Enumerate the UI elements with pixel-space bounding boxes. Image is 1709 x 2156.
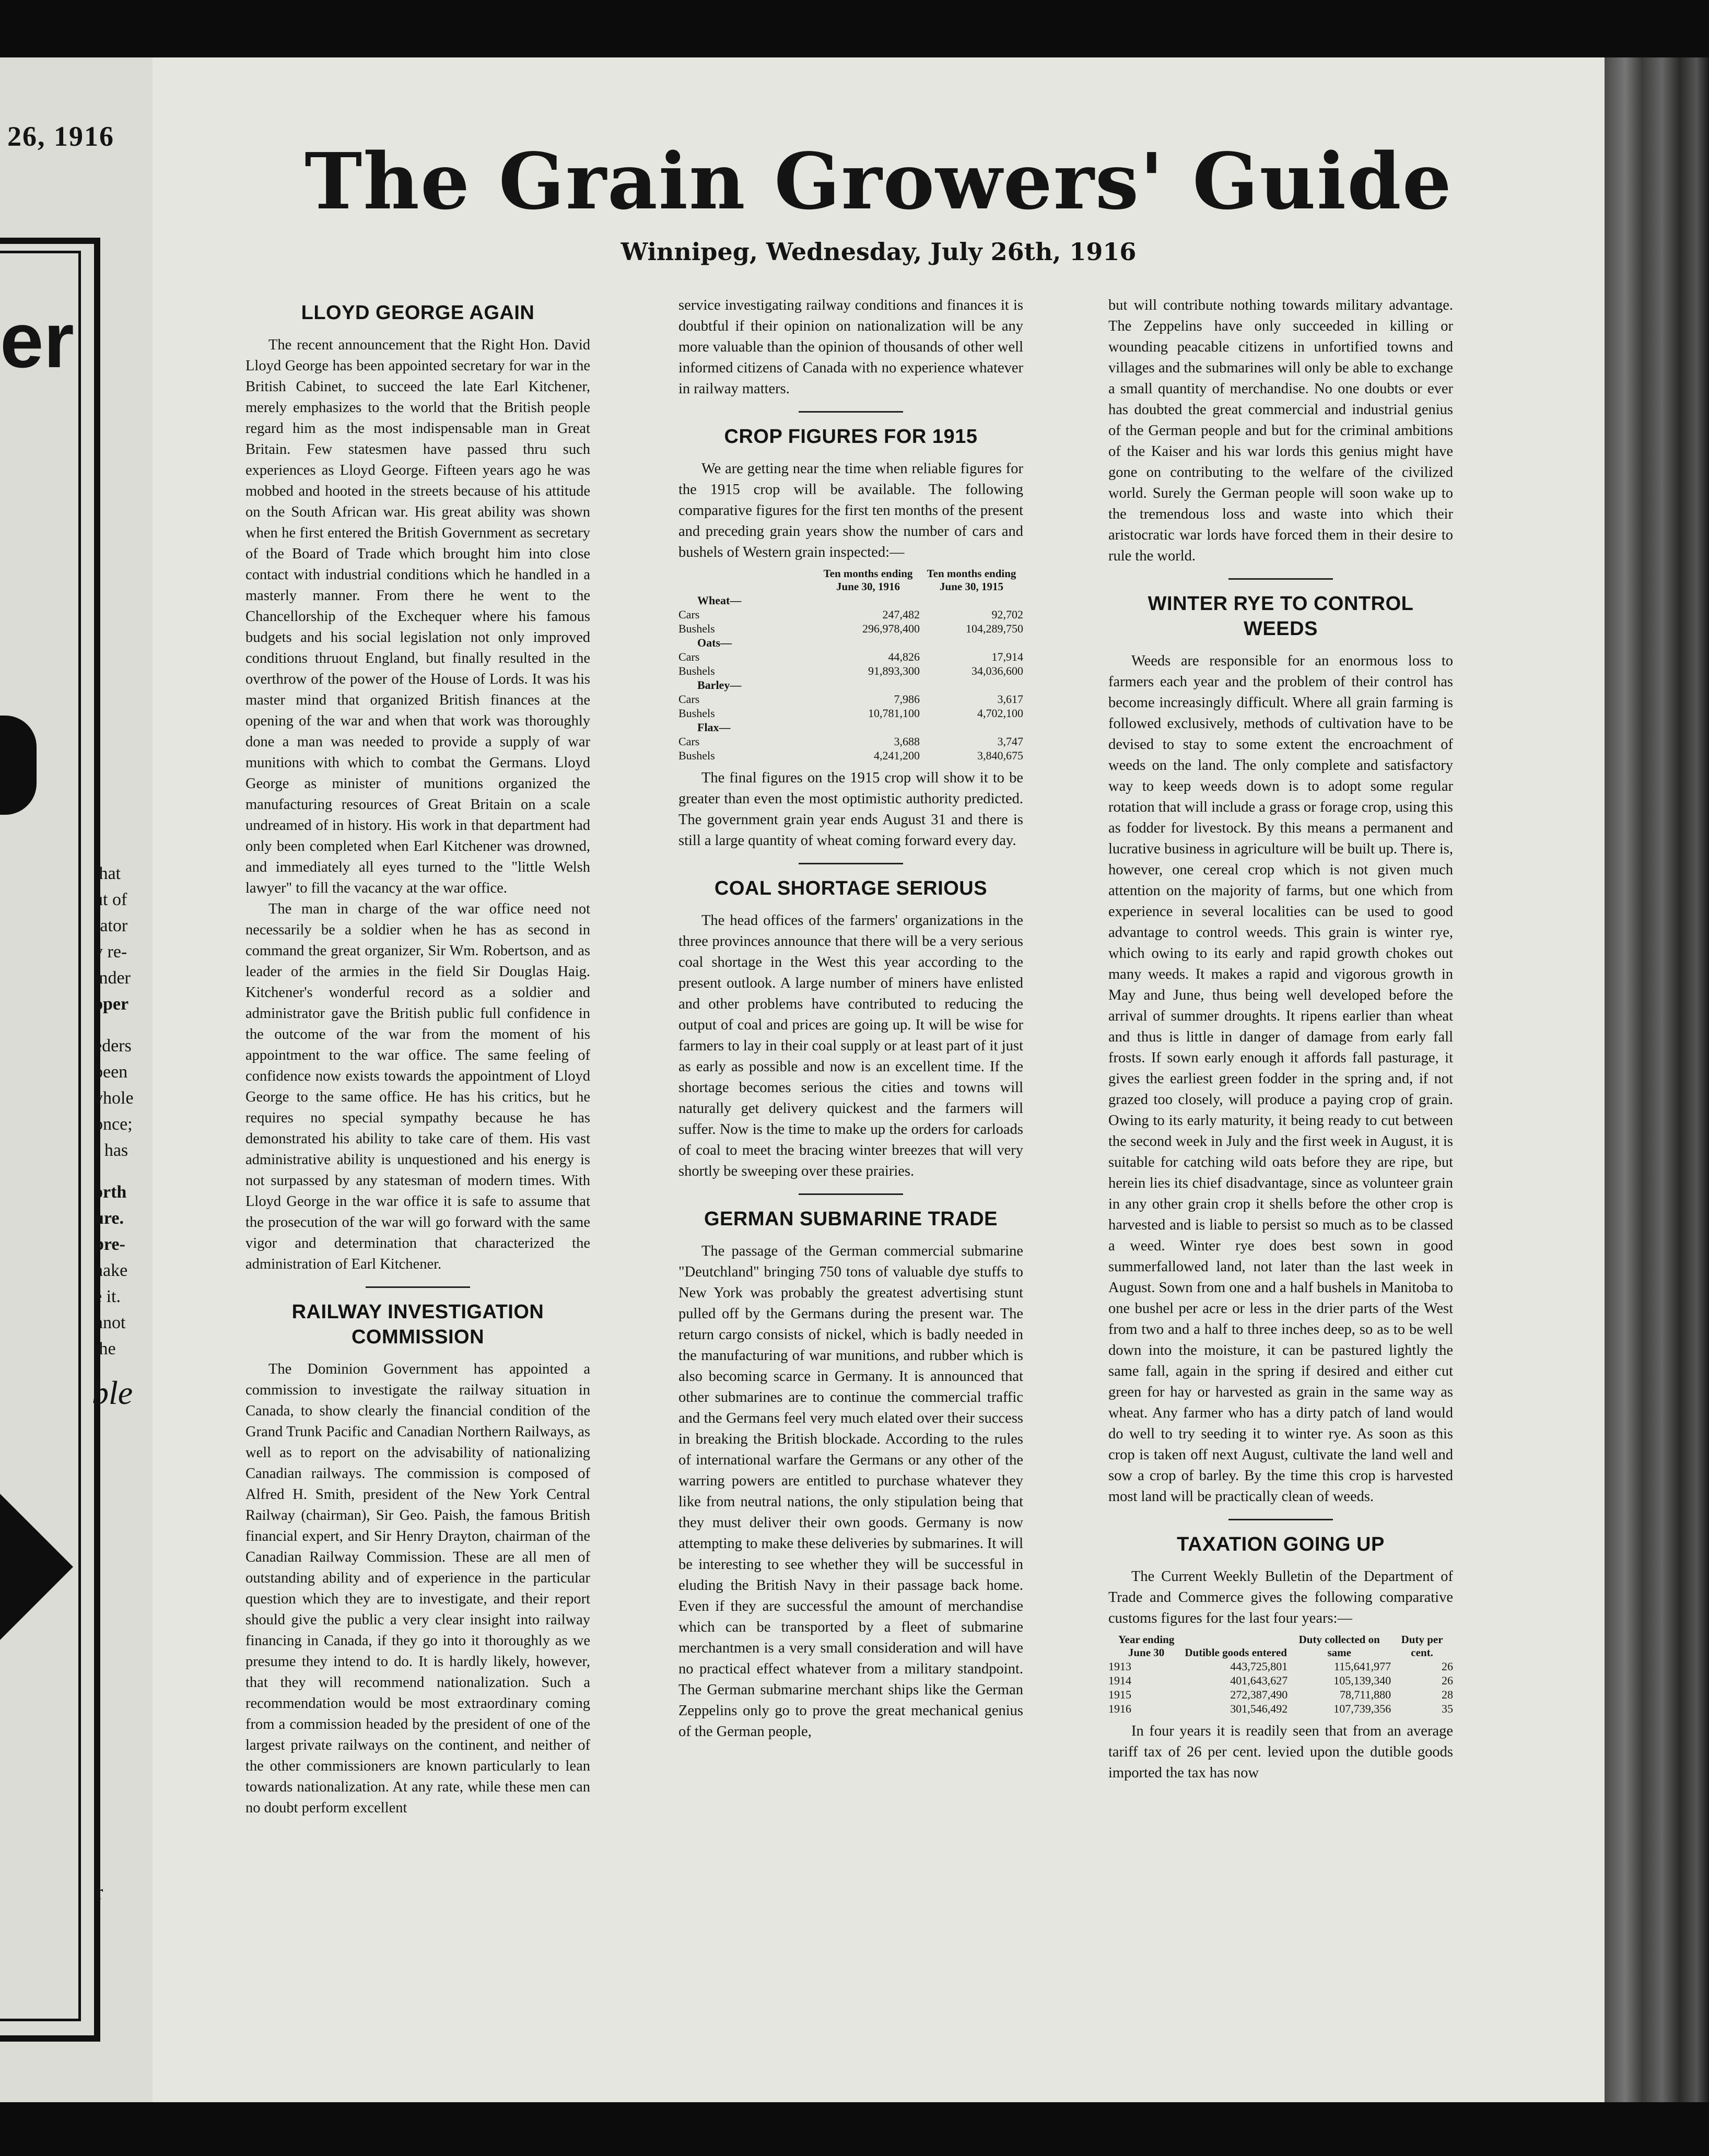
adjacent-text-fragment: vhole	[94, 1088, 134, 1108]
article-heading-railway: RAILWAY INVESTIGATION COMMISSION	[291, 1301, 544, 1348]
adjacent-page-fragment	[0, 57, 153, 2102]
article-paragraph: Weeds are responsible for an enormous loss to farmers each year and the problem of their control has become increasingly difficult. Where all grain farming is followed exclusively, methods of cultivation have to be devised to stay to some extent the encroachment of weeds on the land. The only complete and satisfactory way to keep weeds down is to adopt some regular rotation that will include a grass or forage crop, using this as fodder for livestock. By this means a permanent and lucrative business in agriculture will be built up. There is, however, one cereal crop which is not given much attention on the majority of farms, but one which from experience in several localities can be used to good advantage to control weeds. This grain is winter rye, which owing to its early and rapid growth chokes out many weeds. It makes a rapid and vigorous growth in May and June, thus being well developed before the arrival of summer droughts. It ripens earlier than wheat and thus is little in danger of damage from early fall frosts. If sown early enough it affords fall pasturage, it gives the earliest green fodder in the spring and, if not grazed too closely, will produce a paying crop of grain. Owing to its early maturity, it being ready to cut between the second week in July and the first week in August, it is suitable for catching wild oats before they are ripe, but herein lies its chief disadvantage, since as volunteer grain in any other grain crop it shells before the other crop is harvested and is liable to persist so much as to be classed a weed. Winter rye does best sown in good summerfallowed land, not later than the last week in August. Sown from one and a half bushels in Manitoba to one bushel per acre or less in the drier parts of the West from two and a half to three inches deep, so as to be well down into the moisture, it can be pastured lightly the same fall, again in the spring if desired and either cut green for hay or harvested as grain in the same way as wheat. Any farmer who has a dirty patch of land would do well to try seeding it to winter rye. As soon as this crop is taken off next August, cultivate the land well and sow a crop of barley. By the time this crop is harvested most land will be practically clean of weeds.	[1108, 653, 1453, 1505]
table-row	[678, 664, 1023, 678]
table-cell: 272,387,490	[1230, 1688, 1288, 1701]
table-cell: 34,036,600	[971, 664, 1023, 677]
article-continuation: service investigating railway conditions and finances it is doubtful if their opinion on nationalization will be any more valuable than the opinion of thousands of other well informed citizens of Canada with no experience whatever in railway matters.	[678, 297, 1023, 397]
newspaper-page	[153, 57, 1605, 2102]
table-cell: 3,840,675	[977, 749, 1023, 762]
customs-figures-table	[1108, 1633, 1453, 1716]
table-row	[1108, 1688, 1453, 1702]
table-cell: 1914	[1108, 1674, 1131, 1687]
table-cell: 4,702,100	[977, 707, 1023, 720]
adjacent-text-fragment: rator	[94, 916, 128, 935]
article-heading-submarine: GERMAN SUBMARINE TRADE	[704, 1208, 998, 1230]
article-paragraph: The head offices of the farmers' organizations in the three provinces announce that there will be a very serious coal shortage in the West this year according to the present outlook. A large number of miners have enlisted and other problems have contributed to reducing the output of coal and prices are going up. It will be wise for farmers to lay in their coal supply or at least part of it just as early as possible and now is an excellent time. If the shortage becomes serious the cities and towns will naturally get delivery quickest and the farmers will suffer. Now is the time to make up the orders for carloads of coal to meet the bracing winter breezes that will very shortly be sweeping over these prairies.	[678, 912, 1023, 1179]
table-column-header: Duty collected on same	[1298, 1633, 1380, 1659]
column-1	[245, 295, 590, 1819]
article-heading-crop: CROP FIGURES FOR 1915	[724, 426, 978, 448]
article-paragraph: The passage of the German commercial submarine "Deutchland" bringing 750 tons of valuable dye stuffs to New York was probably the greatest advertising stunt pulled off by the Germans during the present war. The return cargo consists of nickel, which is badly needed in the manufacturing of war munitions, and rubber which is also becoming scarce in Germany. It is announced that other submarines are to continue the commercial traffic and the Germans feel very much elated over their success in breaking the British blockade. According to the rules of international warfare the Germans or any other of the warring powers are entitled to purchase whatever they like from neutral nations, the only stipulation being that they must deliver their own goods. Germany is now attempting to make these deliveries by submarines. It will be interesting to see whether they will be successful in eluding the British Navy in their passage back home. Even if they are successful the amount of merchandise which can be transported by a fleet of submarine merchantmen is a very small consideration and will have no practical effect whatever from a military standpoint. The German submarine merchant ships like the German Zeppelins only go to prove the great mechanical genius of the German people,	[678, 1243, 1023, 1740]
adjacent-text-fragment: the	[94, 1339, 116, 1358]
table-row	[1108, 1659, 1453, 1673]
table-row	[678, 692, 1023, 706]
table-cell: 247,482	[882, 608, 920, 621]
table-cell: Cars	[678, 650, 700, 663]
article-paragraph: The recent announcement that the Right Hon. David Lloyd George has been appointed secretary for war in the British Cabinet, to succeed the late Earl Kitchener, merely emphasizes to the world that the British people regard him as the most indispensable man in Great Britain. Few statesmen have passed thru such experiences as Lloyd George. Fifteen years ago he was mobbed and hooted in the streets because of his attitude on the South African war. His great ability was shown when he first entered the British Government as secretary of the Board of Trade which brought him into close contact with industrial conditions which he handled in a masterly manner. From there he went to the Chancellorship of the Exchequer where his famous budgets and his social legislation not only improved conditions thruout England, but finally resulted in the overthrow of the power of the House of Lords. It was his master mind that organized British finances at the opening of the war and when that work was thoroughly done a man was needed to provide a supply of war munitions with which to combat the Germans. Lloyd George as minister of munitions organized the manufacturing resources of Great Britain on a scale undreamed of in history. His work in that department had only been completed when Earl Kitchener was drowned, and immediately all eyes turned to the "little Welsh lawyer" to fill the vacancy at the war office.	[245, 337, 590, 896]
table-group-row	[678, 636, 1023, 650]
table-group-label: Barley—	[697, 678, 742, 692]
crop-figures-table	[678, 567, 1023, 763]
table-cell: Cars	[678, 693, 700, 706]
article-heading-coal: COAL SHORTAGE SERIOUS	[714, 877, 988, 899]
adjacent-text-fragment: once;	[94, 1115, 133, 1134]
table-group-row	[678, 720, 1023, 734]
article-paragraph: The man in charge of the war office need not necessarily be a soldier when he has as second in command the great organizer, Sir Wm. Robertson, and as leader of the armies in the field Sir Douglas Haig. Kitchener's wonderful record as a soldier and administrator gave the British public full confidence in the outcome of the war from the moment of his appointment to the war office. The same feeling of confidence now exists towards the appointment of Lloyd George to the same office. He has his critics, but he requires no special sympathy because he has demonstrated his ability to take care of them. His vast administrative ability is unquestioned and his energy is not surpassed by any statesman of modern times. With Lloyd George in the war office it is safe to assume that the prosecution of the war will go forward with the same vigor and determination that characterized the administration of Earl Kitchener.	[245, 901, 590, 1272]
table-cell: 26	[1442, 1660, 1453, 1673]
adjacent-page-date: 26, 1916	[7, 121, 114, 152]
masthead-dateline: Winnipeg, Wednesday, July 26th, 1916	[621, 238, 1137, 266]
table-cell: 104,289,750	[966, 622, 1023, 635]
article-heading-rye: WINTER RYE TO CONTROL WEEDS	[1148, 593, 1414, 640]
table-cell: 28	[1442, 1688, 1453, 1701]
book-binding-edge	[1605, 57, 1709, 2102]
table-cell: 3,747	[997, 735, 1023, 748]
section-divider	[366, 1286, 470, 1288]
table-cell: 115,641,977	[1334, 1660, 1391, 1673]
table-cell: 35	[1442, 1702, 1453, 1715]
section-divider	[1228, 1519, 1333, 1520]
table-group-label: Oats—	[697, 636, 732, 649]
table-cell: Bushels	[678, 622, 715, 635]
adjacent-text-fragment: eders	[94, 1036, 132, 1056]
column-2	[678, 295, 1023, 1742]
adjacent-text-fragment: oper	[94, 994, 129, 1014]
table-cell: Cars	[678, 608, 700, 621]
column-3	[1108, 295, 1453, 1784]
adjacent-text-fragment: ut of	[94, 890, 127, 909]
crop-table-body	[678, 593, 1023, 763]
adjacent-text-fragment: been	[94, 1062, 128, 1082]
section-divider	[799, 411, 903, 413]
article-paragraph: In four years it is readily seen that from an average tariff tax of 26 per cent. levied upon the dutible goods imported the tax has now	[1108, 1723, 1453, 1781]
table-cell: Cars	[678, 735, 700, 748]
adjacent-text-fragment: y re-	[94, 942, 127, 962]
adjacent-ad-script-text: ble	[92, 1374, 133, 1411]
table-row	[678, 622, 1023, 636]
table-cell: 105,139,340	[1333, 1674, 1391, 1687]
table-cell: Bushels	[678, 664, 715, 677]
article-paragraph: The Dominion Government has appointed a commission to investigate the railway situation in Canada, to show clearly the financial condition of the Grand Trunk Pacific and Canadian Northern Railways, as well as to report on the advisability of nationalizing Canadian railways. The commission is composed of Alfred H. Smith, president of the New York Central Railway (chairman), Sir Geo. Paish, the famous British financial expert, and Sir Henry Drayton, chairman of the Canadian Railway Commission. These are all men of outstanding ability and of experience in the particular question which they are to investigate, and their report should give the public a very clear insight into railway financing in Canada, if they go into it thoroughly as we presume they intend to do. It is hardly likely, however, that they will recommend nationalization. Such a recommendation would be most extraordinary coming from a commission headed by the president of one of the largest private railways on the continent, and neither of the other commissioners are known particularly to lean towards nationalization. At any rate, while these men can no doubt perform excellent	[245, 1361, 590, 1816]
article-continuation: but will contribute nothing towards military advantage. The Zeppelins have only succeeded in killing or wounding peacable citizens in unfortified towns and villages and the submarines will only be able to exchange a small quantity of merchandise. No one doubts or ever has doubted the great commercial and industrial genius of the German people and but for the criminal ambitions of the Kaiser and his war lords this genius might have gone on contributing to the welfare of the civilized world. Surely the German people will soon wake up to the tremendous loss and waste into which their aristocratic war lords have forced them in their desire to rule the world.	[1108, 297, 1453, 564]
table-column-header: Ten months ending June 30, 1915	[927, 567, 1016, 593]
table-cell: 296,978,400	[862, 622, 920, 635]
table-column-header: Ten months ending June 30, 1916	[823, 567, 913, 593]
table-row	[678, 734, 1023, 748]
customs-table-body	[1108, 1659, 1453, 1716]
table-column-header: Dutible goods entered	[1185, 1646, 1287, 1659]
table-cell: 3,688	[894, 735, 920, 748]
adjacent-text-fragment: e it.	[94, 1287, 121, 1306]
table-group-label: Wheat—	[697, 594, 742, 607]
table-group-row	[678, 593, 1023, 607]
article-heading-lloyd-george: LLOYD GEORGE AGAIN	[301, 302, 535, 324]
article-paragraph: The Current Weekly Bulletin of the Department of Trade and Commerce gives the following comparative customs figures for the last four years:—	[1108, 1568, 1453, 1626]
table-cell: 301,546,492	[1230, 1702, 1288, 1715]
table-group-row	[678, 678, 1023, 692]
table-row	[1108, 1702, 1453, 1716]
table-cell: 3,617	[997, 693, 1023, 706]
table-cell: 1916	[1108, 1702, 1131, 1715]
adjacent-ad-headline: er	[0, 296, 74, 384]
table-cell: 10,781,100	[868, 707, 920, 720]
table-row	[1108, 1673, 1453, 1688]
table-cell: 4,241,200	[874, 749, 920, 762]
table-cell: Bushels	[678, 749, 715, 762]
table-cell: 1915	[1108, 1688, 1131, 1701]
table-row	[678, 748, 1023, 763]
adjacent-text-fragment: nnot	[94, 1313, 126, 1332]
adjacent-ad-inner-border	[0, 251, 81, 2021]
table-cell: 443,725,801	[1230, 1660, 1288, 1673]
adjacent-ad-illustration	[0, 716, 37, 815]
adjacent-text-fragment: nake	[94, 1261, 128, 1280]
article-paragraph: We are getting near the time when reliable figures for the 1915 crop will be available. The following comparative figures for the first ten months of the present and preceding grain years show the number of cars and bushels of Western grain inspected:—	[678, 461, 1023, 560]
table-cell: 91,893,300	[868, 664, 920, 677]
article-heading-taxation: TAXATION GOING UP	[1177, 1533, 1385, 1555]
adjacent-page-bottom-fragment: r	[96, 1880, 103, 1904]
section-divider	[799, 1193, 903, 1195]
table-cell: 107,739,356	[1333, 1702, 1391, 1715]
table-cell: 401,643,627	[1230, 1674, 1288, 1687]
adjacent-text-fragment: inder	[94, 968, 131, 988]
table-column-header: Duty per cent.	[1401, 1633, 1443, 1659]
table-cell: 26	[1442, 1674, 1453, 1687]
section-divider	[1228, 578, 1333, 580]
table-column-header: Year ending June 30	[1118, 1633, 1175, 1659]
masthead-title: The Grain Growers' Guide	[305, 136, 1453, 227]
table-cell: 78,711,880	[1340, 1688, 1391, 1701]
table-row	[678, 607, 1023, 622]
article-paragraph: The final figures on the 1915 crop will show it to be greater than even the most optimistic authority predicted. The government grain year ends August 31 and there is still a large quantity of wheat coming forward every day.	[678, 770, 1023, 849]
table-group-label: Flax—	[697, 721, 731, 734]
section-divider	[799, 863, 903, 864]
adjacent-text-fragment: pre-	[94, 1235, 125, 1254]
adjacent-text-fragment: f has	[94, 1141, 128, 1160]
table-cell: 92,702	[991, 608, 1023, 621]
adjacent-text-fragment: ure.	[94, 1209, 124, 1228]
table-row	[678, 706, 1023, 720]
table-cell: 1913	[1108, 1660, 1131, 1673]
adjacent-text-fragment: orth	[94, 1182, 127, 1202]
table-row	[678, 650, 1023, 664]
adjacent-ad-arrow	[0, 1489, 73, 1645]
table-cell: 7,986	[894, 693, 920, 706]
adjacent-text-fragment: that	[94, 864, 121, 883]
table-cell: Bushels	[678, 707, 715, 720]
table-cell: 17,914	[991, 650, 1023, 663]
table-cell: 44,826	[888, 650, 920, 663]
